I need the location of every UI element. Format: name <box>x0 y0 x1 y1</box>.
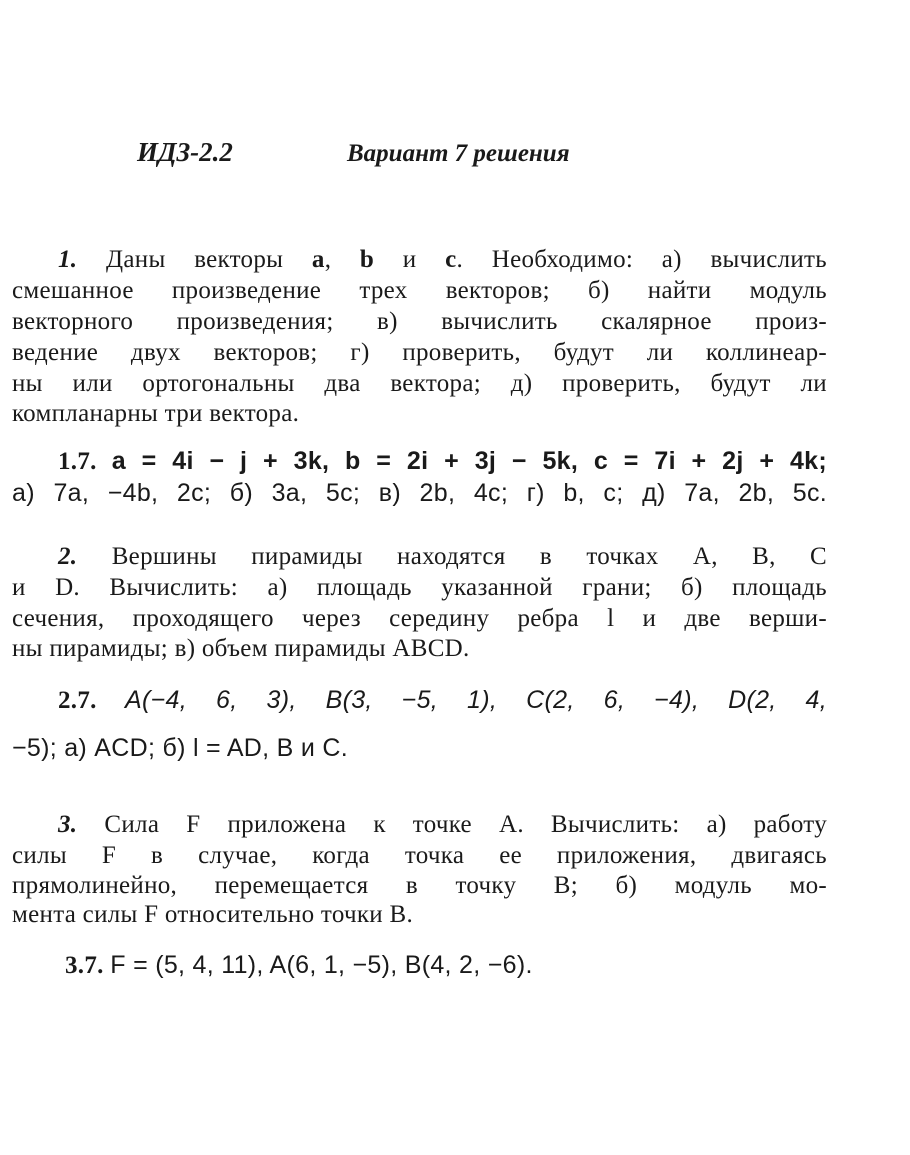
task-1-line: векторного произведения; в) вычислить скалярное произ- <box>12 308 827 335</box>
task-2-line: ны пирамиды; в) объем пирамиды ABCD. <box>12 635 470 662</box>
task-3-line: 3. Сила F приложена к точке A. Вычислить: а) работу <box>58 811 827 838</box>
variant-2-7: 2.7. A(−4, 6, 3), B(3, −5, 1), C(2, 6, −4), D(2, 4, <box>58 686 827 714</box>
task-1-line: 1. Даны векторы a, b и c. Необходимо: а) вычислить <box>58 246 827 273</box>
task-2-line: 2. Вершины пирамиды находятся в точках A, B, C <box>58 543 827 570</box>
variant-title: Вариант 7 решения <box>347 140 570 167</box>
variant-1-7: 1.7. a = 4i − j + 3k, b = 2i + 3j − 5k, c = 7i + 2j + 4k; <box>58 447 827 475</box>
assignment-code: ИДЗ-2.2 <box>137 137 233 167</box>
variant-2-7-options: −5); а) ACD; б) l = AD, B и C. <box>12 734 348 762</box>
document-header <box>0 137 910 177</box>
task-3-line: силы F в случае, когда точка ее приложения, двигаясь <box>12 842 827 869</box>
variant-1-7-options: а) 7a, −4b, 2c; б) 3a, 5c; в) 2b, 4c; г) b, c; д) 7a, 2b, 5c. <box>12 479 827 507</box>
variant-3-7: 3.7. F = (5, 4, 11), A(6, 1, −5), B(4, 2, −6). <box>65 951 533 979</box>
task-1-line: смешанное произведение трех векторов; б) найти модуль <box>12 277 827 304</box>
task-2-line: сечения, проходящего через середину ребра l и две верши- <box>12 605 827 632</box>
task-1-line: компланарны три вектора. <box>12 400 300 427</box>
task-1-line: ны или ортогональны два вектора; д) проверить, будут ли <box>12 370 827 397</box>
task-number: 1. <box>58 246 78 273</box>
task-3-line: прямолинейно, перемещается в точку B; б) модуль мо- <box>12 872 827 899</box>
task-1-line: ведение двух векторов; г) проверить, будут ли коллинеар- <box>12 339 827 366</box>
task-2-line: и D. Вычислить: а) площадь указанной грани; б) площадь <box>12 574 827 601</box>
task-3-line: мента силы F относительно точки B. <box>12 901 414 928</box>
